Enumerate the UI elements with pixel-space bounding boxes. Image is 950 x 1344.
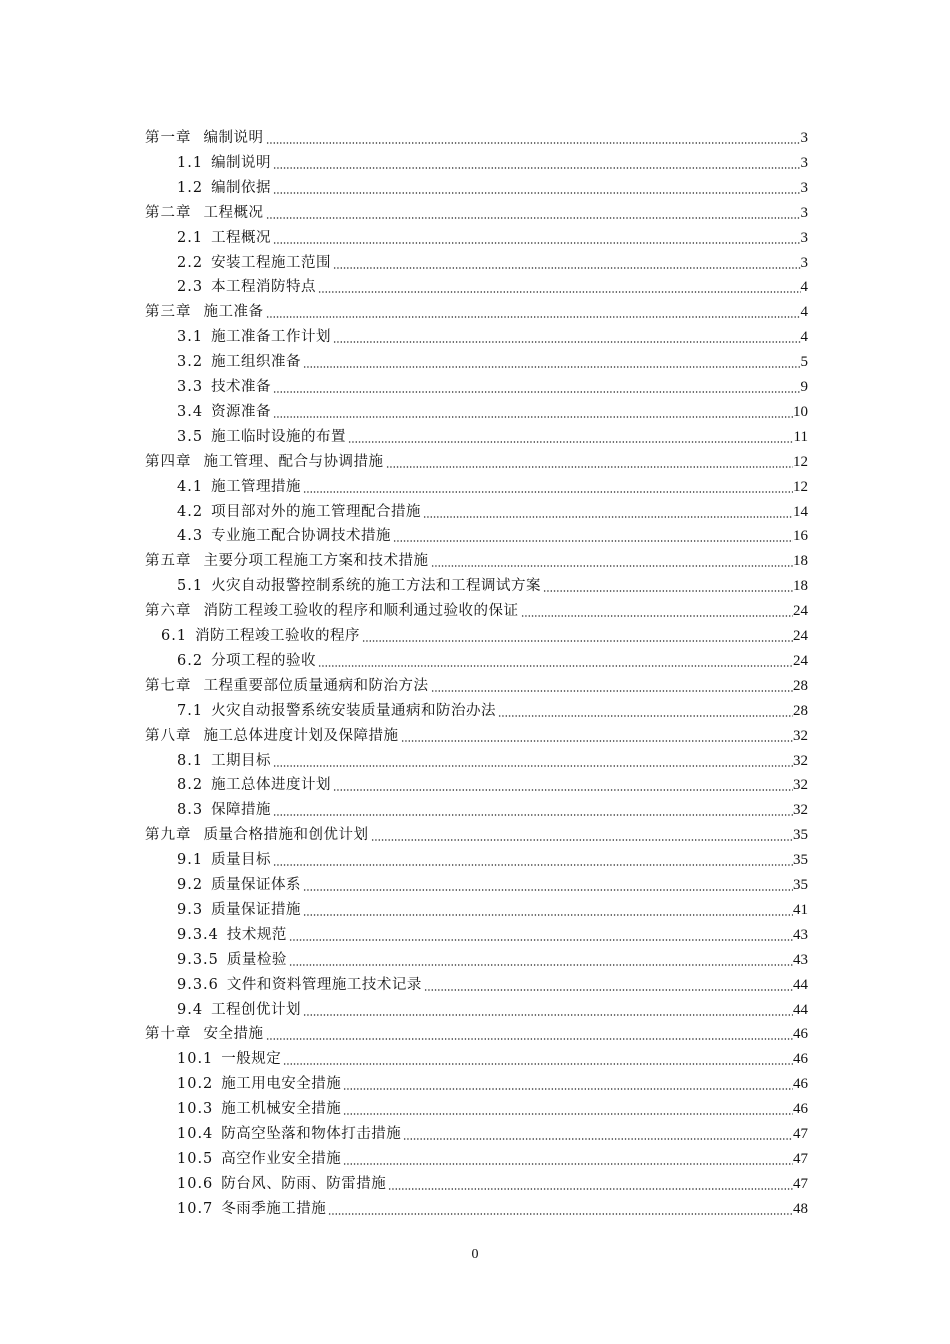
toc-entry-text: 火灾自动报警控制系统的施工方法和工程调试方案	[211, 578, 542, 595]
toc-entry-number: 1.2	[177, 179, 204, 196]
toc-entry-number: 3.4	[177, 403, 204, 420]
toc-entry-title	[145, 601, 519, 621]
toc-dot-leader	[431, 690, 794, 692]
toc-section-entry[interactable]	[177, 224, 808, 248]
toc-section-entry[interactable]	[177, 771, 808, 795]
toc-entry-text: 施工总体进度计划	[211, 777, 332, 794]
toc-dot-leader	[318, 665, 793, 667]
toc-entry-text: 项目部对外的施工管理配合措施	[211, 503, 422, 520]
toc-dot-leader	[303, 491, 793, 493]
toc-section-entry[interactable]	[177, 796, 808, 820]
toc-entry-text: 一般规定	[221, 1051, 282, 1068]
toc-entry-text: 分项工程的验收	[211, 652, 317, 669]
toc-page-number: 47	[793, 1175, 808, 1192]
toc-entry-number: 4.3	[177, 528, 204, 545]
toc-entry-text: 质量保证措施	[211, 901, 302, 918]
toc-entry-text: 高空作业安全措施	[221, 1150, 342, 1167]
toc-chapter-entry[interactable]	[145, 199, 808, 223]
toc-entry-title	[145, 128, 264, 148]
toc-entry-title	[177, 651, 316, 671]
toc-dot-leader	[431, 565, 794, 567]
toc-entry-number: 2.1	[177, 229, 204, 246]
toc-entry-title	[177, 178, 271, 198]
toc-page-number: 3	[800, 154, 808, 171]
toc-dot-leader	[266, 142, 801, 144]
toc-entry-title	[177, 1074, 341, 1094]
toc-dot-leader	[303, 1014, 793, 1016]
toc-chapter-entry[interactable]	[145, 821, 808, 845]
toc-page-number: 35	[793, 827, 808, 844]
toc-page-number: 47	[793, 1150, 808, 1167]
toc-entry-text: 施工准备	[203, 304, 264, 321]
toc-entry-title	[177, 925, 287, 945]
toc-chapter-entry[interactable]	[145, 547, 808, 571]
toc-dot-leader	[543, 590, 793, 592]
toc-dot-leader	[423, 516, 793, 518]
toc-entry-number: 4.1	[177, 478, 204, 495]
toc-entry-text: 质量保证体系	[211, 877, 302, 893]
toc-dot-leader	[328, 1213, 793, 1215]
toc-entry-title	[177, 377, 271, 397]
toc-entry-title	[177, 402, 271, 422]
toc-section-entry[interactable]	[177, 423, 808, 447]
toc-entry-title	[177, 800, 271, 820]
toc-page-number: 46	[793, 1101, 808, 1118]
toc-entry-text: 质量检验	[226, 951, 287, 968]
toc-entry-number: 9.3.5	[177, 951, 219, 968]
toc-dot-leader	[371, 839, 794, 841]
toc-entry-title	[145, 726, 399, 746]
toc-entry-number: 9.3	[177, 901, 204, 918]
toc-entry-number: 8.1	[177, 752, 204, 769]
toc-entry-number: 10.5	[177, 1150, 214, 1167]
toc-chapter-entry[interactable]	[145, 722, 808, 746]
toc-dot-leader	[348, 441, 793, 443]
toc-entry-number: 10.1	[177, 1051, 214, 1068]
toc-page-number: 14	[793, 503, 808, 520]
toc-entry-title	[177, 775, 331, 795]
toc-section-entry[interactable]	[177, 1145, 808, 1169]
toc-dot-leader	[362, 640, 793, 642]
toc-entry-text: 施工管理、配合与协调措施	[203, 453, 384, 470]
toc-entry-number: 8.2	[177, 777, 204, 794]
toc-page-number: 18	[793, 578, 808, 595]
toc-entry-text: 消防工程竣工验收的程序	[195, 628, 361, 644]
toc-page-number: 4	[800, 329, 808, 346]
toc-dot-leader	[273, 167, 800, 169]
toc-chapter-entry[interactable]	[145, 298, 808, 322]
toc-page-number: 5	[800, 354, 808, 371]
toc-entry-title	[145, 1024, 264, 1044]
toc-entry-title	[177, 1000, 301, 1020]
toc-entry-text: 防台风、防雨、防雷措施	[221, 1175, 387, 1192]
toc-entry-number: 10.4	[177, 1126, 214, 1142]
toc-dot-leader	[403, 1138, 793, 1140]
toc-entry-title	[177, 1199, 326, 1219]
toc-section-entry[interactable]	[177, 697, 808, 721]
toc-page-number: 43	[793, 926, 808, 943]
toc-section-entry[interactable]	[177, 522, 808, 546]
toc-chapter-entry[interactable]	[145, 597, 808, 621]
toc-page-number: 46	[793, 1076, 808, 1093]
toc-dot-leader	[388, 1188, 793, 1190]
toc-section-entry[interactable]	[177, 249, 808, 273]
toc-entry-number: 第九章	[145, 827, 192, 844]
toc-entry-text: 文件和资料管理施工技术记录	[226, 976, 422, 993]
toc-entry-number: 10.7	[177, 1200, 214, 1217]
toc-section-entry[interactable]	[177, 348, 808, 372]
toc-dot-leader	[273, 416, 793, 418]
toc-entry-title	[177, 1124, 401, 1144]
toc-entry-number: 3.2	[177, 354, 204, 371]
toc-entry-text: 施工组织准备	[211, 354, 302, 371]
toc-section-entry[interactable]	[177, 174, 808, 198]
toc-entry-text: 资源准备	[211, 403, 272, 420]
toc-page-number: 46	[793, 1026, 808, 1043]
toc-dot-leader	[318, 291, 800, 293]
toc-dot-leader	[498, 715, 793, 717]
toc-entry-title	[177, 875, 301, 895]
toc-entry-title	[177, 900, 301, 920]
toc-entry-number: 7.1	[177, 702, 204, 719]
toc-entry-text: 安全措施	[203, 1026, 264, 1043]
toc-entry-text: 本工程消防特点	[211, 279, 317, 296]
toc-dot-leader	[273, 192, 800, 194]
toc-entry-text: 安装工程施工范围	[211, 254, 332, 271]
toc-dot-leader	[303, 889, 793, 891]
toc-entry-number: 第八章	[145, 727, 192, 744]
toc-page-number: 32	[793, 802, 808, 819]
toc-page-number: 35	[793, 852, 808, 869]
toc-entry-title	[145, 452, 384, 472]
toc-entry-text: 保障措施	[211, 802, 272, 819]
toc-entry-number: 3.3	[177, 379, 204, 395]
toc-entry-text: 工程创优计划	[211, 1001, 302, 1018]
toc-page-number: 44	[793, 976, 808, 993]
toc-section-entry[interactable]	[177, 846, 808, 870]
toc-entry-title	[177, 1049, 281, 1069]
toc-entry-text: 技术规范	[226, 926, 287, 943]
toc-entry-title	[177, 352, 301, 372]
toc-dot-leader	[289, 939, 793, 941]
toc-entry-title	[177, 277, 316, 297]
toc-chapter-entry[interactable]	[145, 1020, 808, 1044]
toc-page-number: 44	[793, 1001, 808, 1018]
toc-page-number: 24	[793, 652, 808, 669]
toc-entry-text: 编制说明	[203, 130, 264, 146]
toc-entry-title	[177, 975, 422, 995]
toc-page-number: 10	[793, 403, 808, 420]
toc-entry-number: 4.2	[177, 503, 204, 520]
toc-page-number: 3	[800, 179, 808, 196]
toc-entry-title	[177, 751, 271, 771]
toc-dot-leader	[303, 914, 793, 916]
toc-page-number: 11	[793, 428, 808, 445]
toc-page-number: 9	[800, 379, 808, 395]
toc-dot-leader	[273, 391, 800, 393]
toc-entry-title	[177, 950, 287, 970]
toc-chapter-entry[interactable]	[145, 672, 808, 696]
toc-page-number: 48	[793, 1200, 808, 1217]
toc-entry-text: 防高空坠落和物体打击措施	[221, 1126, 402, 1142]
toc-entry-text: 施工用电安全措施	[221, 1076, 342, 1093]
toc-dot-leader	[343, 1113, 793, 1115]
toc-entry-number: 9.4	[177, 1001, 204, 1018]
toc-entry-text: 工程概况	[203, 204, 264, 221]
toc-dot-leader	[521, 615, 794, 617]
toc-entry-text: 技术准备	[211, 379, 272, 395]
toc-page-number: 24	[793, 603, 808, 620]
toc-page-number: 12	[793, 453, 808, 470]
toc-entry-title	[177, 576, 541, 596]
toc-entry-number: 1.1	[177, 154, 204, 171]
toc-entry-title	[177, 477, 301, 497]
toc-dot-leader	[273, 242, 800, 244]
toc-section-entry[interactable]	[177, 747, 808, 771]
toc-entry-number: 8.3	[177, 802, 204, 819]
toc-dot-leader	[333, 267, 800, 269]
toc-entry-title	[177, 427, 346, 447]
toc-entry-title	[145, 203, 264, 223]
toc-entry-text: 工期目标	[211, 752, 272, 769]
toc-entry-number: 3.5	[177, 428, 204, 445]
toc-entry-number: 第二章	[145, 204, 192, 221]
toc-entry-title	[177, 327, 331, 347]
toc-entry-text: 编制说明	[211, 154, 272, 171]
toc-dot-leader	[386, 466, 794, 468]
toc-page-number: 4	[800, 279, 808, 296]
toc-entry-title	[145, 825, 369, 845]
toc-entry-number: 第三章	[145, 304, 192, 321]
toc-dot-leader	[303, 366, 800, 368]
toc-section-entry[interactable]	[177, 572, 808, 596]
toc-section-entry[interactable]	[177, 398, 808, 422]
toc-dot-leader	[343, 1163, 793, 1165]
toc-entry-number: 第十章	[145, 1026, 192, 1043]
toc-dot-leader	[401, 740, 794, 742]
toc-entry-text: 编制依据	[211, 179, 272, 196]
toc-entry-title	[177, 701, 496, 721]
toc-entry-text: 专业施工配合协调技术措施	[211, 528, 392, 545]
toc-entry-title	[177, 526, 391, 546]
toc-section-entry[interactable]	[177, 996, 808, 1020]
toc-entry-title	[177, 228, 271, 248]
toc-entry-text: 施工准备工作计划	[211, 329, 332, 346]
page-number: 0	[471, 1247, 479, 1262]
toc-entry-title	[161, 626, 360, 646]
toc-section-entry[interactable]	[177, 1095, 808, 1119]
toc-entry-number: 2.2	[177, 254, 204, 271]
toc-entry-text: 主要分项工程施工方案和技术措施	[203, 553, 429, 570]
toc-entry-number: 第一章	[145, 130, 192, 146]
toc-entry-number: 3.1	[177, 329, 204, 346]
toc-entry-text: 工程概况	[211, 229, 272, 246]
toc-entry-title	[177, 850, 271, 870]
toc-page-number: 16	[793, 528, 808, 545]
toc-page-number: 32	[793, 777, 808, 794]
toc-entry-text: 施工总体进度计划及保障措施	[203, 727, 399, 744]
toc-entry-number: 第七章	[145, 677, 192, 694]
toc-entry-number: 6.1	[161, 628, 188, 644]
toc-entry-number: 5.1	[177, 578, 204, 595]
toc-entry-text: 施工机械安全措施	[221, 1101, 342, 1118]
toc-section-entry[interactable]	[177, 473, 808, 497]
toc-entry-title	[177, 153, 271, 173]
toc-page-number: 43	[793, 951, 808, 968]
toc-dot-leader	[273, 864, 793, 866]
toc-dot-leader	[289, 964, 793, 966]
toc-entry-text: 工程重要部位质量通病和防治方法	[203, 677, 429, 694]
toc-section-entry[interactable]	[177, 896, 808, 920]
toc-page-number: 18	[793, 553, 808, 570]
toc-page-number: 28	[793, 677, 808, 694]
toc-entry-number: 9.1	[177, 852, 204, 869]
toc-dot-leader	[333, 341, 800, 343]
toc-entry-number: 10.2	[177, 1076, 214, 1093]
toc-section-entry[interactable]	[177, 149, 808, 173]
toc-entry-number: 第四章	[145, 453, 192, 470]
toc-dot-leader	[393, 540, 793, 542]
toc-chapter-entry[interactable]	[145, 124, 808, 148]
toc-page-number: 12	[793, 478, 808, 495]
toc-entry-number: 2.3	[177, 279, 204, 296]
toc-dot-leader	[283, 1063, 793, 1065]
toc-dot-leader	[343, 1088, 793, 1090]
toc-dot-leader	[266, 1038, 794, 1040]
toc-dot-leader	[273, 765, 793, 767]
toc-section-entry[interactable]	[177, 946, 808, 970]
toc-page-number: 4	[800, 304, 808, 321]
toc-page-number: 3	[800, 229, 808, 246]
toc-page-number: 46	[793, 1051, 808, 1068]
toc-entry-number: 第五章	[145, 553, 192, 570]
toc-section-entry[interactable]	[177, 1045, 808, 1069]
toc-section-entry[interactable]	[177, 498, 808, 522]
toc-page-number: 47	[793, 1126, 808, 1142]
toc-entry-number: 第六章	[145, 603, 192, 620]
toc-section-entry[interactable]	[161, 622, 808, 646]
toc-entry-title	[145, 302, 264, 322]
toc-section-entry[interactable]	[177, 921, 808, 945]
toc-entry-title	[177, 502, 421, 522]
toc-dot-leader	[333, 789, 793, 791]
toc-page-number: 41	[793, 901, 808, 918]
toc-section-entry[interactable]	[177, 1120, 808, 1144]
toc-entry-text: 消防工程竣工验收的程序和顺利通过验收的保证	[203, 603, 519, 620]
toc-section-entry[interactable]	[177, 373, 808, 397]
toc-section-entry[interactable]	[177, 273, 808, 297]
toc-dot-leader	[424, 989, 793, 991]
toc-dot-leader	[266, 217, 801, 219]
toc-entry-title	[177, 1174, 386, 1194]
toc-page-number: 32	[793, 752, 808, 769]
toc-entry-title	[145, 676, 429, 696]
toc-page-number: 28	[793, 702, 808, 719]
toc-page-number: 3	[800, 204, 808, 221]
toc-entry-text: 施工临时设施的布置	[211, 428, 347, 445]
toc-entry-number: 9.3.4	[177, 926, 219, 943]
toc-section-entry[interactable]	[177, 647, 808, 671]
toc-entry-text: 质量目标	[211, 852, 272, 869]
toc-section-entry[interactable]	[177, 971, 808, 995]
toc-section-entry[interactable]	[177, 1195, 808, 1219]
toc-entry-title	[177, 1149, 341, 1169]
toc-entry-text: 火灾自动报警系统安装质量通病和防治办法	[211, 702, 497, 719]
toc-entry-number: 9.3.6	[177, 976, 219, 993]
toc-page-number: 32	[793, 727, 808, 744]
toc-entry-title	[177, 1099, 341, 1119]
toc-section-entry[interactable]	[177, 1170, 808, 1194]
toc-page-number: 3	[800, 130, 808, 146]
toc-entry-text: 冬雨季施工措施	[221, 1200, 327, 1217]
toc-page-number: 24	[793, 628, 808, 644]
toc-entry-title	[177, 253, 331, 273]
toc-chapter-entry[interactable]	[145, 448, 808, 472]
toc-entry-number: 9.2	[177, 877, 204, 893]
toc-dot-leader	[266, 316, 801, 318]
toc-entry-number: 10.3	[177, 1101, 214, 1118]
toc-page-number: 35	[793, 877, 808, 893]
toc-section-entry[interactable]	[177, 1070, 808, 1094]
toc-section-entry[interactable]	[177, 323, 808, 347]
toc-section-entry[interactable]	[177, 871, 808, 895]
toc-entry-title	[145, 551, 429, 571]
toc-entry-text: 质量合格措施和创优计划	[203, 827, 369, 844]
toc-entry-number: 10.6	[177, 1175, 214, 1192]
toc-dot-leader	[273, 814, 793, 816]
toc-entry-text: 施工管理措施	[211, 478, 302, 495]
toc-page-number: 3	[800, 254, 808, 271]
toc-entry-number: 6.2	[177, 652, 204, 669]
